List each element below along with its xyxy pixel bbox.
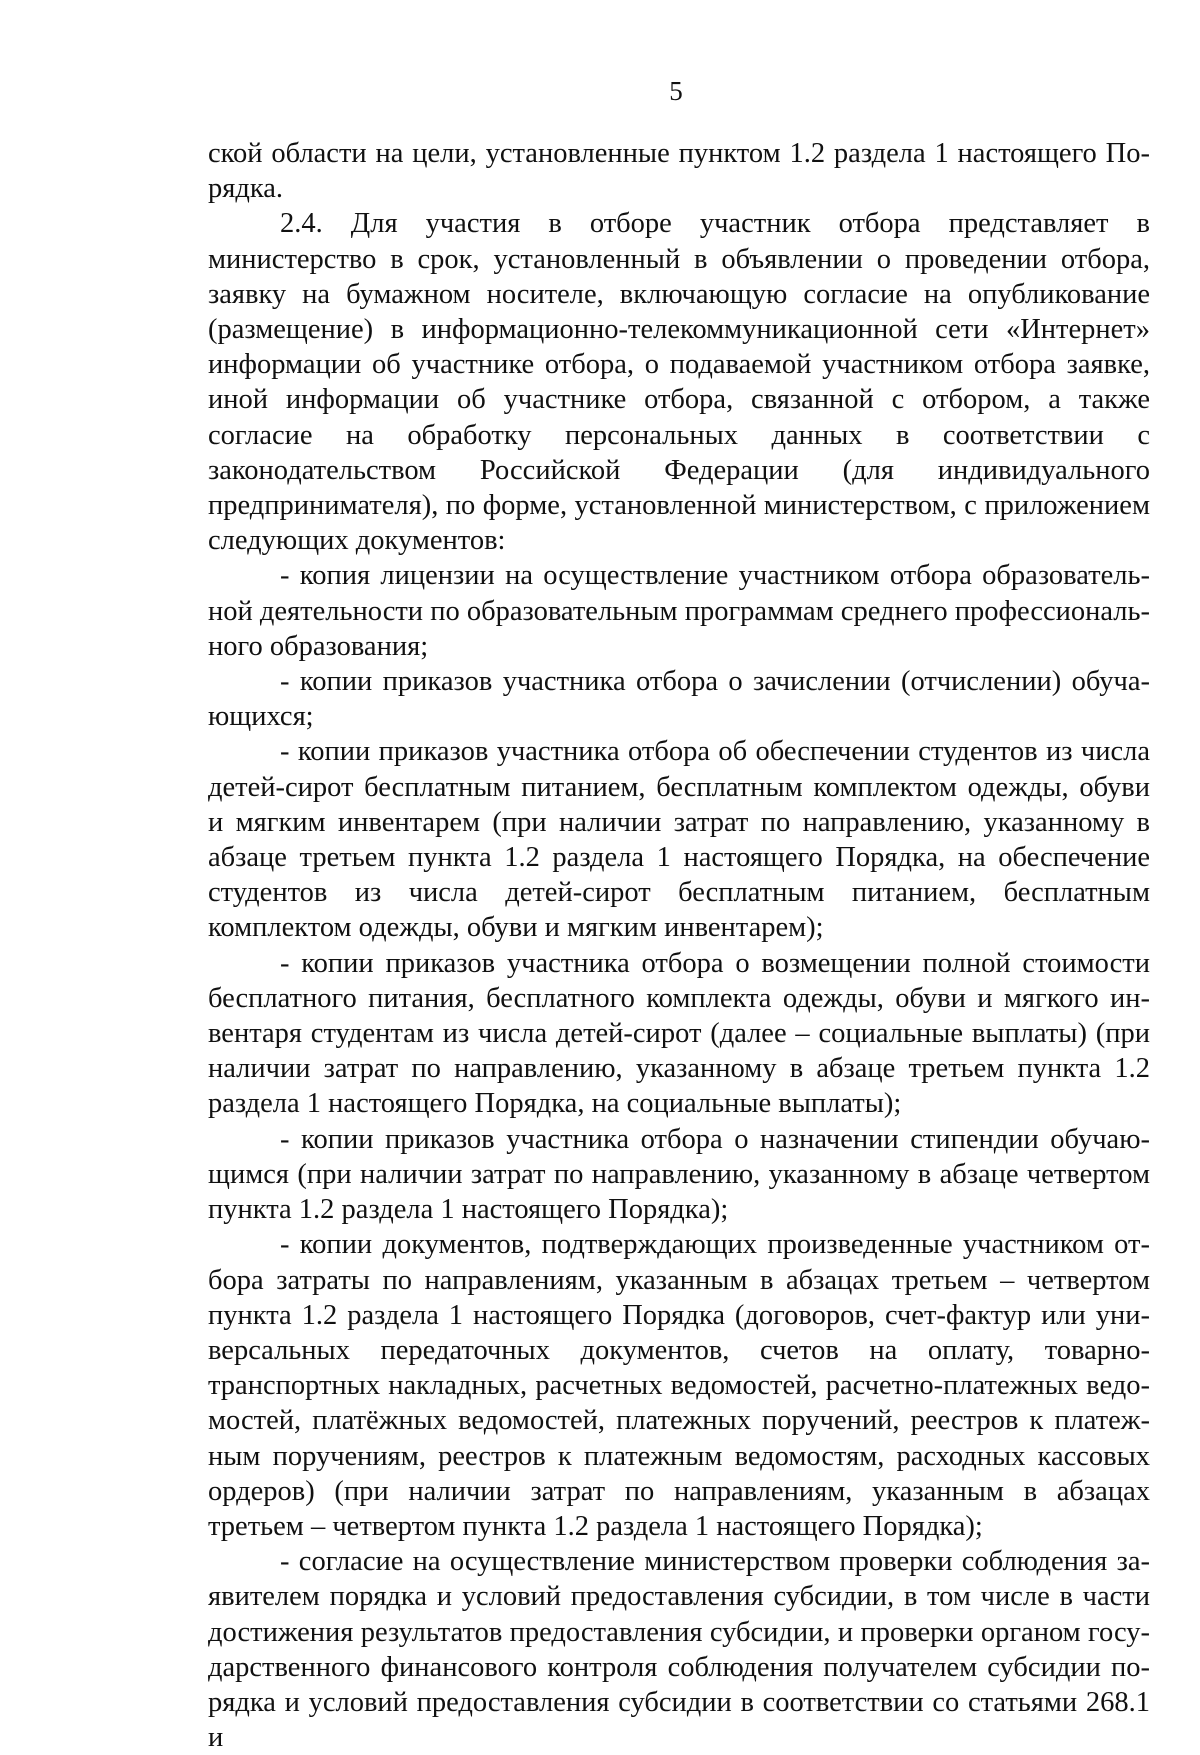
page-number: 5 — [669, 76, 683, 106]
list-item-provision-orders: - копии приказов участника отбора об обеспечении студентов из числа детей-сирот бесплатным питанием, бесплатным комплектом одежды, обуви и мягким инвентарем (при наличии затрат по направлению, указанному в абзаце третьем пункта 1.2 раздела 1 настоящего Порядка, на обеспечение студентов из числа детей-сирот бесплатным питанием, бесплатным комплектом одежды, обуви и мягким инвентарем); — [208, 736, 1150, 944]
list-item-compensation-orders: - копии приказов участника отбора о возмещении полной стоимости бесплатного питания, бесплатного комплекта одежды, обуви и мягкого инвентаря студентам из числа детей-сирот (далее – социальные выплаты) (при наличии затрат по направлению, указанному в абзаце третьем пункта 1.2 раздела 1 настоящего Порядка, на социальные выплаты); — [208, 947, 1150, 1120]
list-item-stipend-orders: - копии приказов участника отбора о назначении стипендии обучающимся (при наличии затрат по направлению, указанному в абзаце четвертом пункта 1.2 раздела 1 настоящего Порядка); — [208, 1123, 1150, 1226]
list-item-inspection-consent: - согласие на осуществление министерством проверки соблюдения заявителем порядка и условий предоставления субсидии, в том числе в части достижения результатов предоставления субсидии, и проверки органом государственного финансового контроля соблюдения получателем субсидии порядка и условий предоставления субсидии в соответствии со статьями 268.1 и — [208, 1546, 1150, 1754]
paragraph-2-4: 2.4. Для участия в отборе участник отбора представляет в министерство в срок, установленный в объявлении о проведении отбора, заявку на бумажном носителе, включающую согласие на опубликование (размещение) в информационно-телекоммуникационной сети «Интернет» информации об участнике отбора, о подаваемой участником отбора заявке, иной информации об участнике отбора, связанной с отбором, а также согласие на обработку персональных данных в соответствии с законодательством Российской Федерации (для индивидуального предпринимателя), по форме, установленной министерством, с приложением следующих документов: — [208, 208, 1150, 557]
list-item-enrollment-orders: - копии приказов участника отбора о зачислении (отчислении) обучающихся; — [208, 666, 1150, 733]
list-item-expense-documents: - копии документов, подтверждающих произведенные участником отбора затраты по направлениям, указанным в абзацах третьем – четвертом пункта 1.2 раздела 1 настоящего Порядка (договоров, счет-фактур или универсальных передаточных документов, счетов на оплату, товарно-транспортных накладных, расчетных ведомостей, расчетно-платежных ведомостей, платёжных ведомостей, платежных поручений, реестров к платежным поручениям, реестров к платежным ведомостям, расходных кассовых ордеров) (при наличии затрат по направлениям, указанным в абзацах третьем – четвертом пункта 1.2 раздела 1 настоящего Порядка); — [208, 1229, 1150, 1542]
document-body — [208, 136, 1150, 1755]
paragraph-continuation: ской области на цели, установленные пунктом 1.2 раздела 1 настоящего Порядка. — [208, 138, 1150, 205]
list-item-license-copy: - копия лицензии на осуществление участником отбора образовательной деятельности по образовательным программам среднего профессионального образования; — [208, 560, 1150, 662]
